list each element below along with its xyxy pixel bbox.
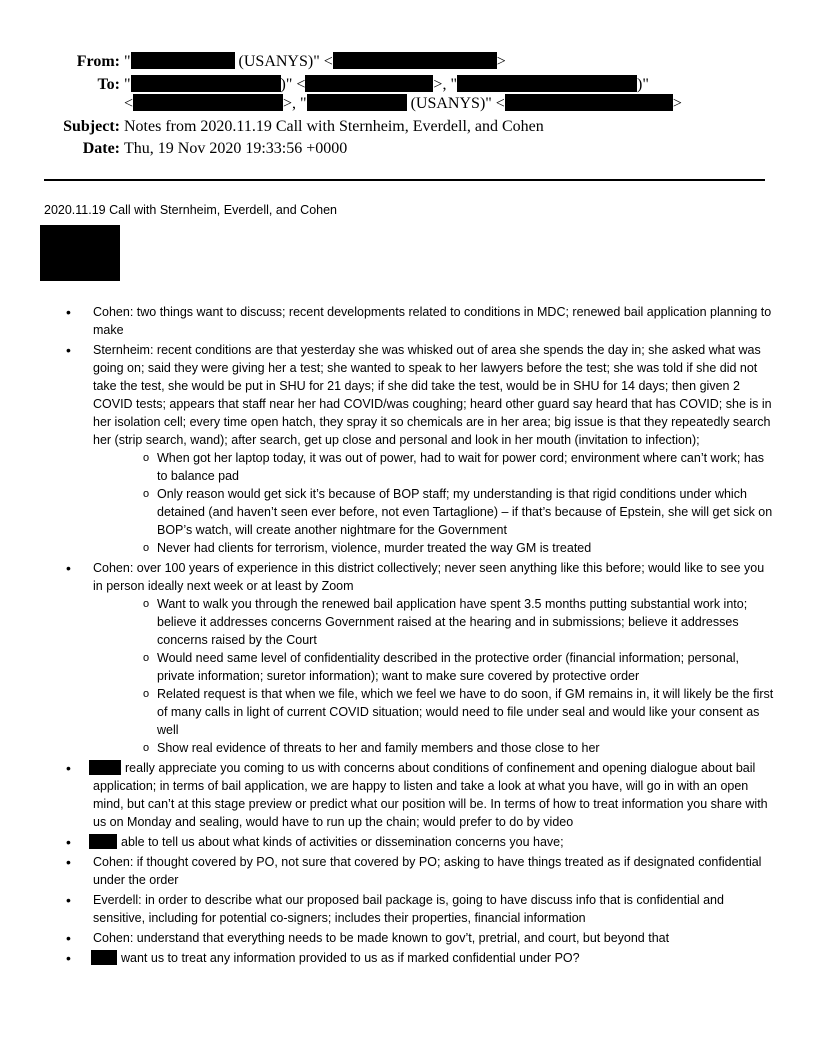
redaction-block — [89, 834, 117, 849]
from-quote: " — [124, 53, 131, 70]
item-text: Cohen: over 100 years of experience in this district collectively; never seen anything like this before; would like to see you in person ideally next week or at least by Zoom — [93, 561, 765, 593]
list-item — [44, 833, 774, 851]
redaction-block — [305, 75, 433, 92]
sub-list-item — [117, 685, 774, 739]
sub-item-text: Related request is that when we file, which we feel we have to do soon, if GM remains in, it will likely be the first of many calls in light of current COVID situation; would need to file under seal and would like your consent as well — [157, 687, 774, 737]
sub-item-text: Only reason would get sick it’s because of BOP staff; my understanding is that rigid conditions under which detained (and haven’t seen ever before, not even Tartaglione) – if that’s because of Epstein, she will get sick on BOP’s watch, will create another nightmare for the Government — [157, 487, 773, 537]
item-text: Cohen: understand that everything needs to be made known to gov’t, pretrial, and court, but beyond that — [93, 931, 670, 945]
to-lt: < — [124, 95, 134, 112]
list-item — [44, 559, 774, 757]
from-row — [0, 52, 816, 72]
subject-label: Subject: — [63, 118, 120, 135]
to-part4: >, " — [283, 95, 307, 112]
date-row — [0, 139, 816, 159]
to-value-line2 — [124, 94, 682, 114]
item-text: Everdell: in order to describe what our proposed bail package is, going to have discuss info that is confidential and sensitive, including for potential co-signers; includes their properties, financial information — [93, 893, 724, 925]
list-item — [44, 303, 774, 339]
redaction-block — [89, 760, 121, 775]
redaction-block — [457, 75, 637, 92]
sub-list-item — [117, 649, 774, 685]
notes-list — [44, 303, 774, 967]
sub-list — [93, 449, 774, 557]
list-item — [44, 853, 774, 889]
list-item — [44, 949, 774, 967]
redaction-block — [131, 75, 281, 92]
sub-list-item — [117, 539, 774, 557]
date-label: Date: — [82, 140, 120, 157]
redaction-block — [40, 225, 120, 281]
redaction-block — [333, 52, 497, 69]
item-text: want us to treat any information provided to us as if marked confidential under PO? — [121, 951, 580, 965]
sub-item-text: Show real evidence of threats to her and family members and those close to her — [157, 741, 600, 755]
notes-title: 2020.11.19 Call with Sternheim, Everdell, and Cohen — [44, 203, 337, 217]
sub-list-item — [117, 739, 774, 757]
redaction-block — [133, 94, 283, 111]
item-text: Sternheim: recent conditions are that yesterday she was whisked out of area she spends the day in; she asked what was going on; said they were giving her a test; she wanted to speak to her lawyers before the test; she was told if she did not take the test, she would be put in SHU for 21 days; if she did take the test, would be in SHU for 14 days; then given 2 COVID tests; appears that staff near her had COVID/was coughing; heard other guard say heard that has COVID; she is in her isolation cell; every time open hatch, they spray it so chemicals are in her area; big issue is that they repeatedly search her (strip search, wand); after search, get up close and personal and look in her mouth (invitation to infection); — [93, 343, 772, 447]
to-label: To: — [97, 76, 120, 93]
to-part2: >, " — [433, 76, 457, 93]
subject-row — [0, 117, 816, 137]
sub-item-text: Would need same level of confidentiality described in the protective order (financial information; personal, private information; suretor information); want to make sure covered by protective order — [157, 651, 740, 683]
sub-item-text: When got her laptop today, it was out of power, had to wait for power cord; environment where can’t work; has to balance pad — [157, 451, 765, 483]
redaction-block — [131, 52, 235, 69]
redaction-block — [91, 950, 117, 965]
list-item — [44, 341, 774, 557]
sub-list — [93, 595, 774, 757]
item-text: Cohen: if thought covered by PO, not sure that covered by PO; asking to have things treated as if designated confidential under the order — [93, 855, 762, 887]
list-item — [44, 891, 774, 927]
sub-list-item — [117, 485, 774, 539]
to-part1: )" < — [280, 76, 306, 93]
to-value-line1 — [124, 75, 649, 95]
item-text: Cohen: two things want to discuss; recent developments related to conditions in MDC; renewed bail application planning to make — [93, 305, 772, 337]
subject-value: Notes from 2020.11.19 Call with Sternheim, Everdell, and Cohen — [124, 118, 544, 135]
item-text: really appreciate you coming to us with concerns about conditions of confinement and opening dialogue about bail application; in terms of bail application, we are happy to listen and take a look at what you have, will go in with an open mind, but can’t at this stage preview or predict what our position will be. In terms of how to treat information you share with us on Monday and sealing, would have to run up the chain; would prefer to do by video — [93, 761, 768, 829]
from-end: > — [496, 53, 506, 70]
header-divider — [44, 179, 765, 181]
to-part5: (USANYS)" < — [406, 95, 505, 112]
sub-list-item — [117, 595, 774, 649]
date-value: Thu, 19 Nov 2020 19:33:56 +0000 — [124, 140, 348, 157]
to-row-2 — [0, 94, 816, 114]
sub-list-item — [117, 449, 774, 485]
sub-item-text: Want to walk you through the renewed bail application have spent 3.5 months putting substantial work into; believe it addresses concerns Government raised at the hearing and in submissions; believe it addresses concerns raised by the Court — [157, 597, 748, 647]
item-text: able to tell us about what kinds of activities or dissemination concerns you have; — [121, 835, 564, 849]
notes-body — [44, 201, 774, 969]
list-item — [44, 759, 774, 831]
from-suffix: (USANYS)" < — [234, 53, 333, 70]
from-value — [124, 52, 506, 72]
redaction-block — [307, 94, 407, 111]
to-row — [0, 75, 816, 95]
to-part6: > — [672, 95, 682, 112]
list-item — [44, 929, 774, 947]
redaction-block — [505, 94, 673, 111]
to-part3: )" — [636, 76, 649, 93]
sub-item-text: Never had clients for terrorism, violence, murder treated the way GM is treated — [157, 541, 592, 555]
to-quote: " — [124, 76, 131, 93]
from-label: From: — [76, 53, 120, 70]
